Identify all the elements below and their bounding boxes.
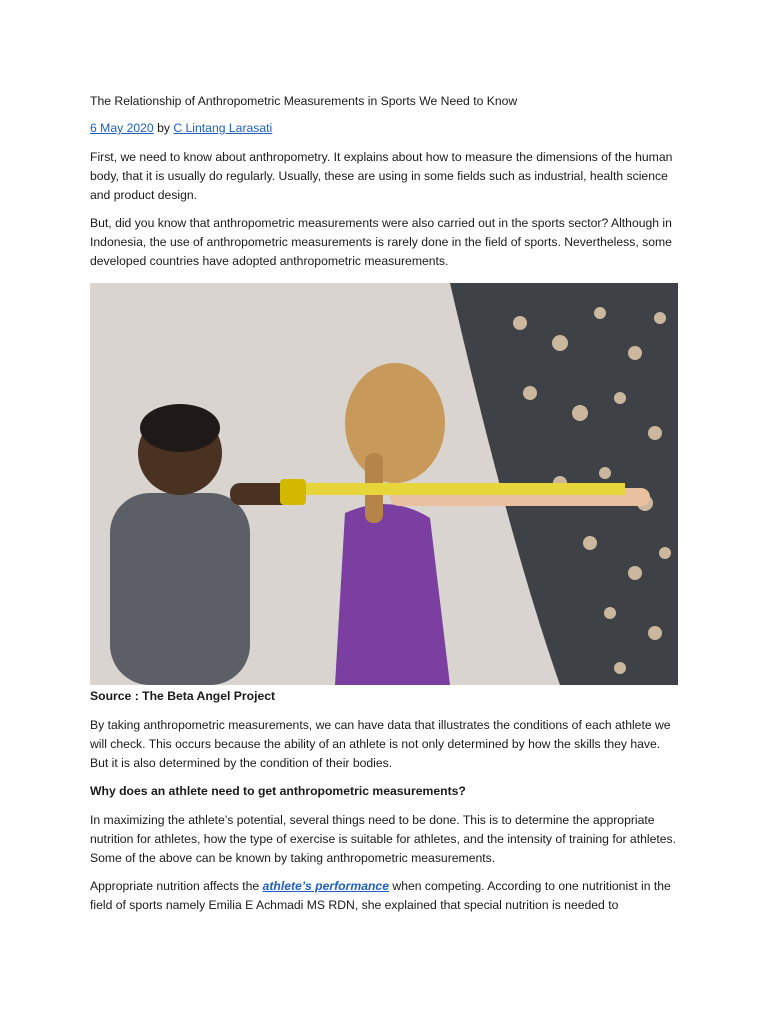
paragraph-5-end: when competing. According to one nutritionist in the field of sports namely Emilia E Achmadi MS RDN, she explained that special nutrition is needed to [90, 879, 671, 912]
woman-hair [345, 363, 445, 483]
paragraph-2: But, did you know that anthropometric measurements were also carried out in the sports sector? Although in Indonesia, the use of anthropometric measurements is rarely done in the field of sports. Nevertheless, some developed countries have adopted anthropometric measurements. [90, 216, 672, 268]
article-photo [90, 283, 678, 685]
paragraph-3: By taking anthropometric measurements, we can have data that illustrates the conditions of each athlete we will check. This occurs because the ability of an athlete is not only determined by how the skills they have. But it is also determined by the condition of their bodies. [90, 718, 671, 770]
paragraph-5 [90, 877, 680, 915]
article-body [90, 92, 680, 924]
paragraph-4: In maximizing the athlete’s potential, several things need to be done. This is to determine the appropriate nutrition for athletes, how the type of exercise is suitable for athletes, and the intensity of training for athletes. Some of the above can be known by taking anthropometric measurements. [90, 813, 677, 865]
measuring-tape [295, 483, 625, 495]
paragraph-5-start: Appropriate nutrition affects the [90, 879, 260, 893]
image-caption: Source : The Beta Angel Project [90, 689, 276, 703]
paragraph-1: First, we need to know about anthropometry. It explains about how to measure the dimensions of the human body, that it is usually do regularly. Usually, these are using in some fields such as industrial, health science and product design. [90, 150, 673, 202]
article-meta [90, 119, 680, 138]
date-link[interactable]: 6 May 2020 [90, 121, 154, 135]
athletes-performance-link[interactable]: athlete’s performance [262, 879, 389, 893]
section-subheading: Why does an athlete need to get anthropometric measurements? [90, 784, 466, 798]
article-title: The Relationship of Anthropometric Measurements in Sports We Need to Know [90, 94, 518, 108]
by-label: by [157, 121, 170, 135]
man-shirt [110, 493, 250, 685]
tape-case [280, 479, 306, 505]
author-link[interactable]: C Lintang Larasati [173, 121, 273, 135]
